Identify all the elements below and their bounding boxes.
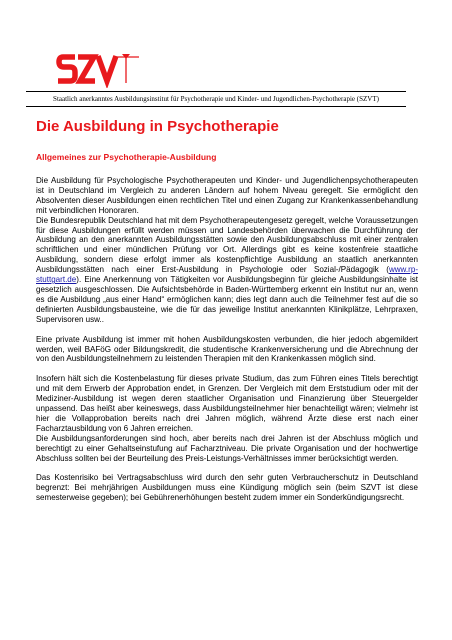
header-rule-top xyxy=(26,91,406,92)
paragraph-3: Eine private Ausbildung ist immer mit hohen Ausbildungskosten verbunden, die hier jedoch abgemildert werden, weil BAFöG oder Bildungskredit, die studentische Krankenversicherung und die Abrechnung der von den Ausbildungsteilnehmern zu leistenden Therapien mit den Krankenkassen möglich sind. xyxy=(36,334,418,364)
paragraph-6: Das Kostenrisiko bei Vertragsabschluss wird durch den sehr guten Verbraucherschutz in Deutschland begrenzt: Bei mehrjährigen Ausbildungen muss eine Kündigung möglich sein (beim SZVT ist diese semesterweise gegeben); bei Gebührenerhöhungen besteht zudem immer ein Sonderkündigungsrecht. xyxy=(36,473,418,503)
paragraph-2-text-a: Die Bundesrepublik Deutschland hat mit dem Psychotherapeutengesetz geregelt, welche Voraussetzungen für diese Ausbildungen erfüllt werden müssen und Landesbehörden überwachen die Durchführung der Ausbildung an den anerkannten Ausbildungsstätten sowie den Ausbildungsabschluss mit einer zentralen schriftlichen und einer mündlichen Prüfung vor Ort. Allerdings gibt es keine kostenfreie staatliche Ausbildung, sondern diese erfolgt immer als kostenpflichtige Ausbildung an staatlich anerkannten Ausbildungsstätten nach einer Erst-Ausbildung in Psychologie oder Sozial-/Pädagogik ( xyxy=(36,215,418,275)
szvt-logo xyxy=(56,50,140,88)
institute-line: Staatlich anerkanntes Ausbildungsinstitut für Psychotherapie und Kinder- und Jugendlichen-Psychotherapie (SZVT) xyxy=(53,95,379,103)
paragraph-4: Insofern hält sich die Kostenbelastung für dieses private Studium, das zum Führen eines Titels berechtigt und mit dem Erwerb der Approbation endet, in Grenzen. Der Vergleich mit dem Erststudium oder mit der Mediziner-Ausbildung ist wegen deren staatlicher Organisation und Finanzierung über Steuergelder unpassend. Das heißt aber keineswegs, dass Ausbildungsteilnehmer hier benachteiligt wären; vielmehr ist hier die Vollapprobation bereits nach drei Jahren möglich, während Ärzte diese erst nach einer Facharztausbildung von 6 Jahren erreichen. xyxy=(36,374,418,433)
paragraph-2 xyxy=(36,216,418,325)
page-title: Die Ausbildung in Psychotherapie xyxy=(36,118,279,135)
body-text xyxy=(36,176,418,513)
paragraph-5: Die Ausbildungsanforderungen sind hoch, aber bereits nach drei Jahren ist der Abschluss möglich und berechtigt zu einer Gehaltseinstufung auf Facharztniveau. Die private Organisation und der hochwertige Abschluss sollten bei der Beurteilung des Preis-Leistungs-Verhältnisses immer berücksichtigt werden. xyxy=(36,433,418,463)
rp-stuttgart-link[interactable]: www.rp-stuttgart.de xyxy=(36,265,418,285)
paragraph-2-text-b: ). Eine Anerkennung von Tätigkeiten vor Ausbildungsbeginn für gleiche Ausbildungsinhalte ist gesetzlich ausgeschlossen. Die Aufsichtsbehörde in Baden-Württemberg erkennt ein Institut nur an, wenn es die Ausbildung „aus einer Hand“ ermöglichen kann; dies legt dann auch die Teilnehmer fest auf die so definierten Ausbildungsbausteine, wie die für das jeweilige Institut anerkannten Klinikplätze, Lehrpraxen, Supervisoren usw.. xyxy=(36,275,418,324)
paragraph-1: Die Ausbildung für Psychologische Psychotherapeuten und Kinder- und Jugendlichenpsychotherapeuten ist in Deutschland im Vergleich zu anderen Ländern auf hohem Niveau geregelt. Sie ermöglicht den Absolventen dieser Ausbildungen einen rechtlichen Titel und einen Zugang zur Krankenkassenbehandlung mit verbindlichen Honoraren. xyxy=(36,176,418,215)
header-rule-bottom xyxy=(26,106,406,107)
section-subtitle: Allgemeines zur Psychotherapie-Ausbildung xyxy=(36,152,217,162)
